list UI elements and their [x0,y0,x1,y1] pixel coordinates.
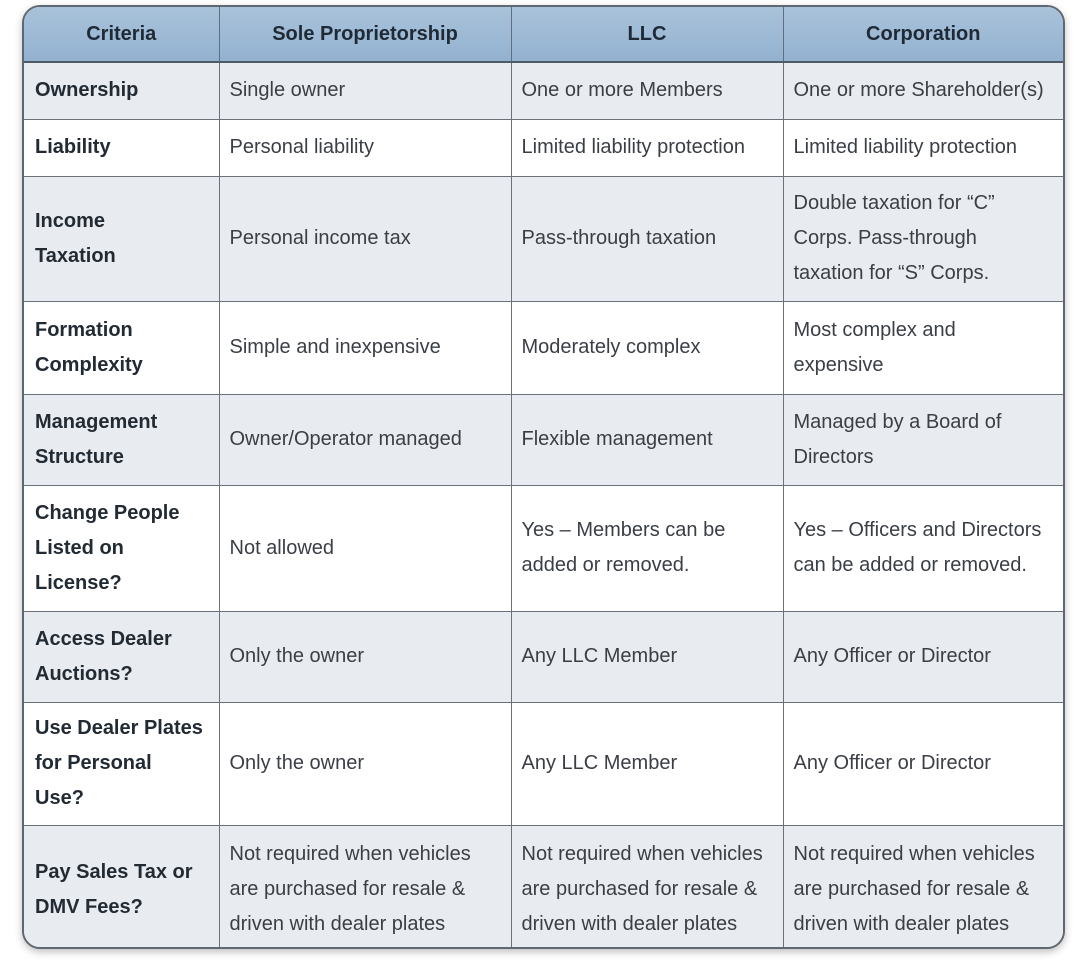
cell-sole-proprietorship [219,62,511,119]
cell-text-line: Use? [35,787,84,809]
cell-text-line: Personal income tax [229,227,411,249]
cell-corporation [783,825,1063,949]
cell-text-line: Not required when vehicles [229,843,471,866]
cell-text-line: Structure [35,445,124,468]
header-corporation: Corporation [783,7,1063,62]
cell-llc [511,176,783,301]
cell-criteria [24,176,219,301]
cell-criteria [24,394,219,485]
cell-text-line: One or more Members [521,79,723,102]
table-row [24,119,1063,176]
header-sole-proprietorship: Sole Proprietorship [219,7,511,62]
cell-text-line: Taxation [35,244,116,267]
cell-text-line: added or removed. [521,554,690,576]
cell-text-line: are purchased for resale & [229,878,466,901]
comparison-table-container [22,5,1065,949]
cell-sole-proprietorship [219,301,511,394]
cell-text-line: Only the owner [229,752,365,774]
cell-text-line: Not allowed [229,536,335,559]
cell-text-line: Single owner [229,79,346,102]
cell-text-line: Owner/Operator managed [229,428,462,450]
cell-criteria [24,702,219,825]
cell-text-line: Yes – Officers and Directors [793,519,1042,541]
cell-text-line: Not required when vehicles [793,843,1035,866]
cell-sole-proprietorship [219,176,511,301]
header-criteria: Criteria [24,7,219,62]
table-row [24,611,1063,702]
cell-sole-proprietorship [219,825,511,949]
cell-text-line: Only the owner [229,645,365,667]
cell-text-line: Limited liability protection [521,136,745,158]
cell-corporation [783,62,1063,119]
table-row [24,394,1063,485]
cell-text-line: Moderately complex [521,336,701,358]
cell-text-line: Most complex and [793,318,956,341]
cell-text-line: can be added or removed. [793,554,1027,576]
cell-text-line: Simple and inexpensive [229,336,441,358]
cell-text-line: Managed by a Board of [793,410,1002,433]
cell-text-line: Listed on [35,536,124,559]
cell-text-line: Any Officer or Director [793,645,991,667]
cell-llc [511,394,783,485]
table-body [24,62,1063,949]
cell-text-line: Flexible management [521,428,713,450]
table-row [24,485,1063,611]
cell-text-line: Directors [793,445,874,468]
table-row [24,301,1063,394]
cell-text-line: Access Dealer [35,627,172,650]
cell-text-line: Ownership [35,79,139,102]
cell-corporation [783,702,1063,825]
cell-corporation [783,394,1063,485]
cell-sole-proprietorship [219,119,511,176]
cell-llc [511,485,783,611]
cell-text-line: Pass-through taxation [521,227,717,249]
cell-text-line: Any Officer or Director [793,752,991,774]
cell-criteria [24,301,219,394]
cell-text-line: Any LLC Member [521,752,678,774]
cell-criteria [24,611,219,702]
cell-llc [511,301,783,394]
cell-text-line: driven with dealer plates [793,913,1010,936]
cell-text-line: Limited liability protection [793,136,1017,158]
cell-llc [511,119,783,176]
cell-text-line: Corps. Pass-through [793,227,977,249]
cell-text-line: Personal liability [229,136,375,158]
cell-criteria [24,485,219,611]
cell-text-line: Complexity [35,353,143,376]
cell-criteria [24,119,219,176]
cell-text-line: are purchased for resale & [793,878,1030,901]
cell-llc [511,62,783,119]
table-row [24,176,1063,301]
cell-text-line: License? [35,571,122,594]
cell-text-line: Use Dealer Plates [35,717,203,739]
cell-text-line: taxation for “S” Corps. [793,262,990,284]
cell-text-line: for Personal [35,752,152,774]
cell-sole-proprietorship [219,394,511,485]
cell-text-line: driven with dealer plates [229,913,446,936]
cell-text-line: Not required when vehicles [521,843,763,866]
cell-llc [511,702,783,825]
cell-text-line: DMV Fees? [35,895,143,918]
cell-criteria [24,62,219,119]
cell-text-line: are purchased for resale & [521,878,758,901]
cell-llc [511,611,783,702]
cell-sole-proprietorship [219,702,511,825]
header-llc: LLC [511,7,783,62]
cell-text-line: Pay Sales Tax or [35,860,193,883]
business-structure-comparison-table [24,7,1063,949]
cell-corporation [783,485,1063,611]
cell-sole-proprietorship [219,485,511,611]
cell-llc [511,825,783,949]
table-row [24,825,1063,949]
cell-text-line: Liability [35,136,111,158]
table-header-row [24,7,1063,62]
cell-text-line: Change People [35,501,180,524]
cell-text-line: driven with dealer plates [521,913,738,936]
cell-criteria [24,825,219,949]
table-row [24,702,1063,825]
cell-corporation [783,301,1063,394]
cell-corporation [783,119,1063,176]
cell-sole-proprietorship [219,611,511,702]
cell-text-line: One or more Shareholder(s) [793,79,1044,102]
cell-text-line: Yes – Members can be [521,519,726,541]
cell-text-line: Double taxation for “C” [793,192,995,214]
cell-corporation [783,611,1063,702]
cell-text-line: Income [35,209,106,232]
cell-text-line: Auctions? [35,662,133,685]
cell-text-line: Formation [35,318,133,341]
cell-corporation [783,176,1063,301]
table-row [24,62,1063,119]
cell-text-line: expensive [793,353,884,376]
cell-text-line: Any LLC Member [521,645,678,667]
cell-text-line: Management [35,410,158,433]
